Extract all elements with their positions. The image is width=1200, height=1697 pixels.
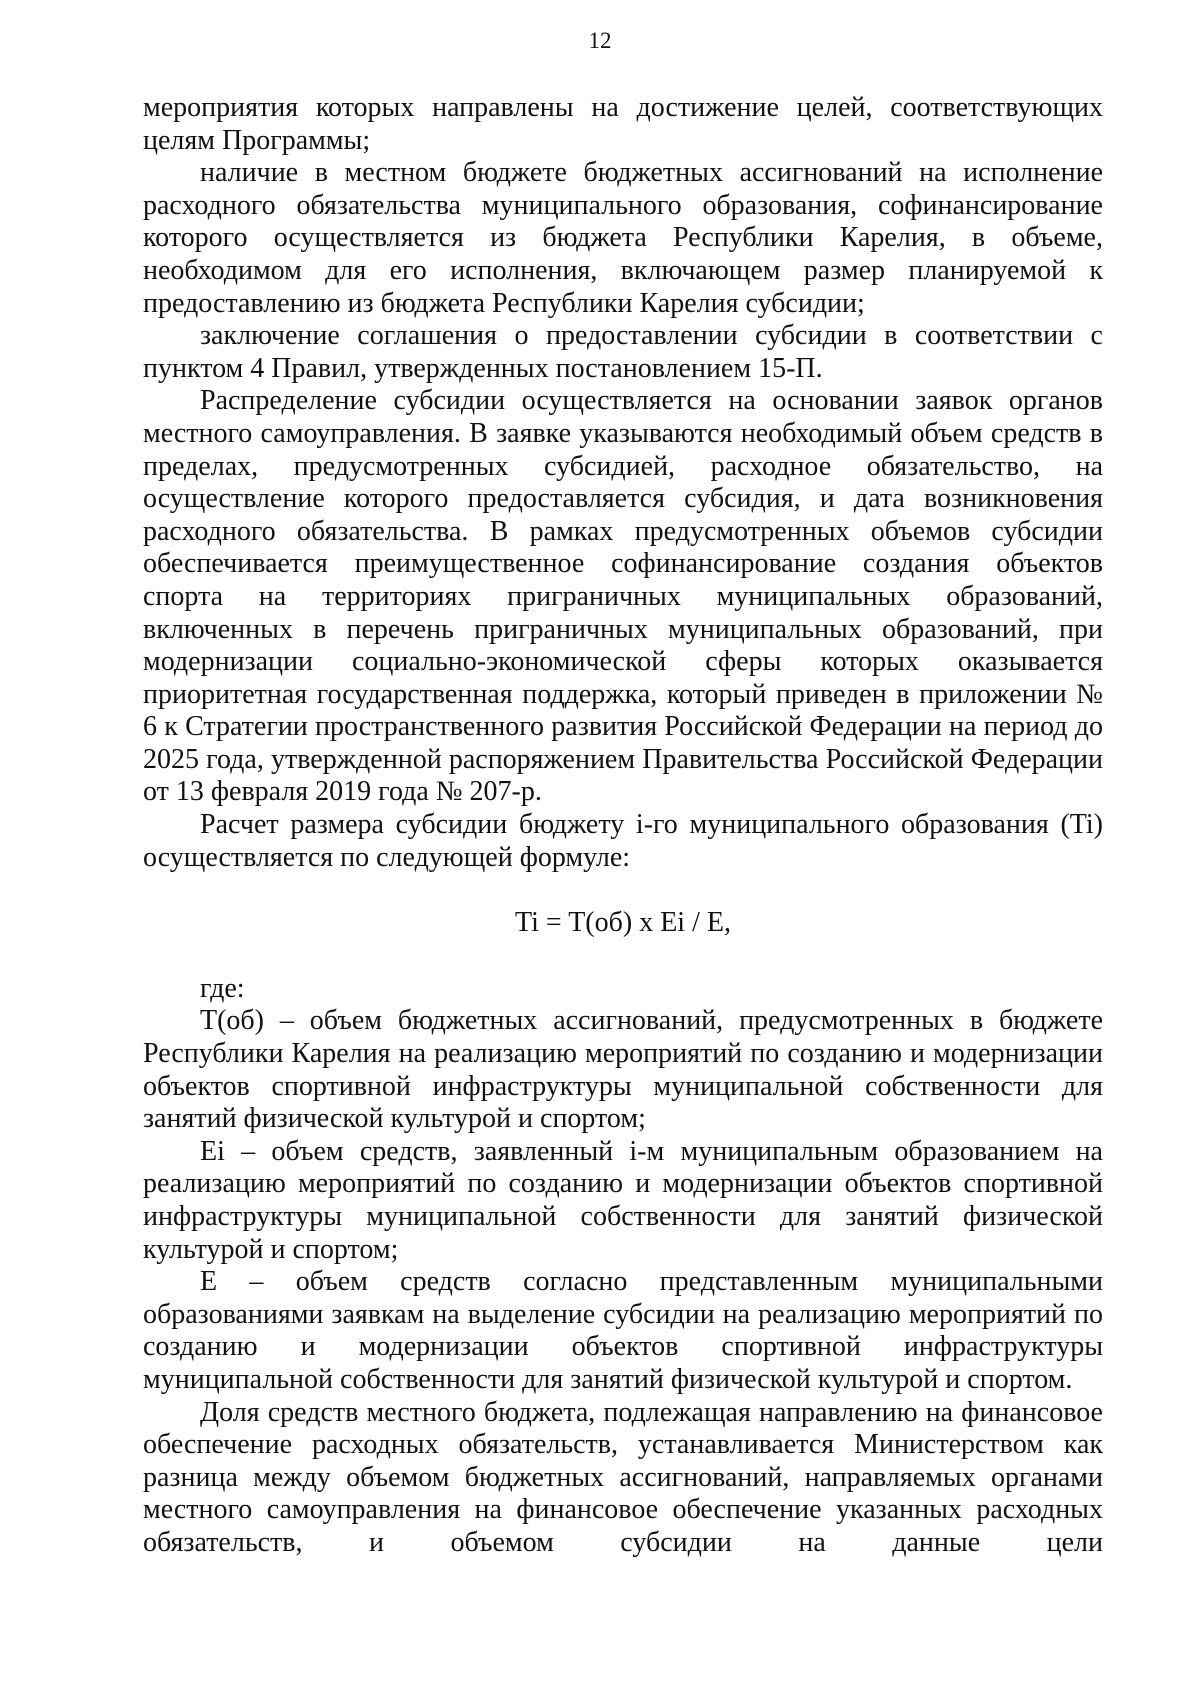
paragraph-3: заключение соглашения о предоставлении субсидии в соответствии с пунктом 4 Правил, утвержденных постановлением 15-П.: [143, 320, 1103, 384]
paragraph-where: где:: [200, 972, 245, 1004]
formula: Ti = T(об) x Ei / E,: [515, 907, 731, 939]
paragraph-2: наличие в местном бюджете бюджетных ассигнований на исполнение расходного обязательства муниципального образования, софинансирование которого осуществляется из бюджета Республики Карелия, в объеме, необходимом для его исполнения, включающем размер планируемой к предоставлению из бюджета Республики Карелия субсидии;: [143, 157, 1103, 319]
page-number: 12: [588, 28, 612, 53]
definition-t-ob: T(об) – объем бюджетных ассигнований, предусмотренных в бюджете Республики Карелия на реализацию мероприятий по созданию и модернизации объектов спортивной инфраструктуры муниципальной собственности для занятий физической культурой и спортом;: [143, 1005, 1103, 1135]
paragraph-1: мероприятия которых направлены на достижение целей, соответствующих целям Программы;: [143, 92, 1103, 156]
paragraph-4: Распределение субсидии осуществляется на основании заявок органов местного самоуправления. В заявке указываются необходимый объем средств в пределах, предусмотренных субсидией, расходное обязательство, на осуществление которого предоставляется субсидия, и дата возникновения расходного обязательства. В рамках предусмотренных объемов субсидии обеспечивается преимущественное софинансирование создания объектов спорта на территориях приграничных муниципальных образований, включенных в перечень приграничных муниципальных образований, при модернизации социально-экономической сферы которых оказывается приоритетная государственная поддержка, который приведен в приложении № 6 к Стратегии пространственного развития Российской Федерации на период до 2025 года, утвержденной распоряжением Правительства Российской Федерации от 13 февраля 2019 года № 207-р.: [143, 385, 1103, 808]
paragraph-5: Расчет размера субсидии бюджету i-го муниципального образования (Ti) осуществляется по следующей формуле:: [143, 809, 1103, 873]
document-body: [143, 92, 1103, 1560]
paragraph-local-budget-share: Доля средств местного бюджета, подлежащая направлению на финансовое обеспечение расходных обязательств, устанавливается Министерством как разница между объемом бюджетных ассигнований, направляемых органами местного самоуправления на финансовое обеспечение указанных расходных обязательств, и объемом субсидии на данные цели: [143, 1396, 1103, 1558]
definition-e: E – объем средств согласно представленным муниципальными образованиями заявкам на выделение субсидии на реализацию мероприятий по созданию и модернизации объектов спортивной инфраструктуры муниципальной собственности для занятий физической культурой и спортом.: [143, 1266, 1103, 1395]
definition-ei: Ei – объем средств, заявленный i-м муниципальным образованием на реализацию мероприятий по созданию и модернизации объектов спортивной инфраструктуры муниципальной собственности для занятий физической культурой и спортом;: [143, 1135, 1103, 1265]
